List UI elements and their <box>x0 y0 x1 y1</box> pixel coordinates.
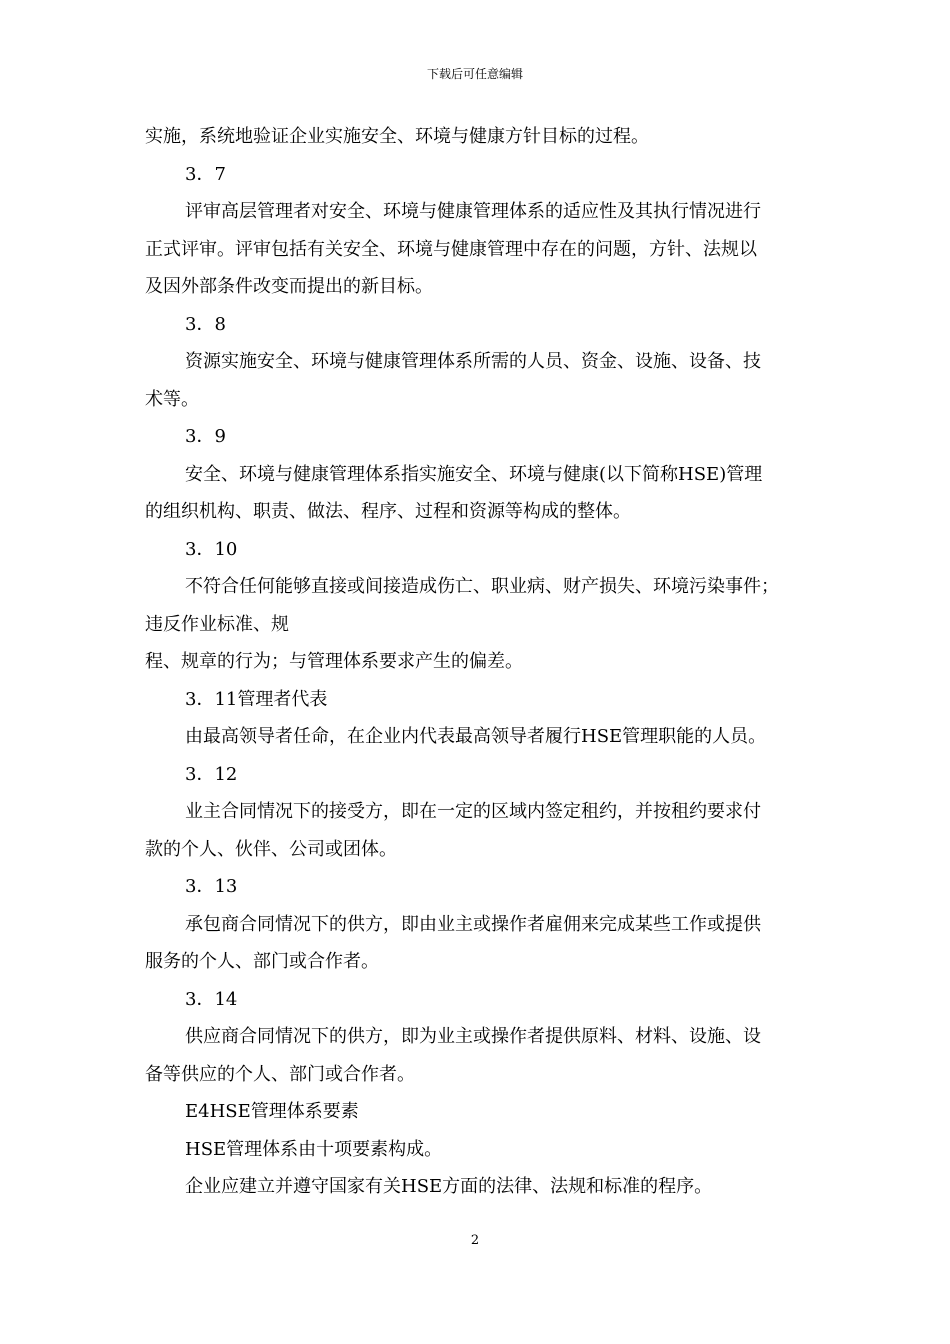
text-line: 程、规章的行为；与管理体系要求产生的偏差。 <box>145 651 523 672</box>
body-text <box>145 118 825 1206</box>
text-line: 由最高领导者任命，在企业内代表最高领导者履行HSE管理职能的人员。 <box>185 726 767 747</box>
text-line: 不符合任何能够直接或间接造成伤亡、职业病、财产损失、环境污染事件； <box>185 576 779 597</box>
text-line: 违反作业标准、规 <box>145 613 289 635</box>
text-line: 评审高层管理者对安全、环境与健康管理体系的适应性及其执行情况进行 <box>185 201 761 222</box>
text-line: 供应商合同情况下的供方，即为业主或操作者提供原料、材料、设施、设 <box>185 1026 761 1047</box>
text-line: 实施，系统地验证企业实施安全、环境与健康方针目标的过程。 <box>145 126 649 147</box>
section-number: 3．13 <box>185 876 238 897</box>
text-line: 安全、环境与健康管理体系指实施安全、环境与健康(以下简称HSE)管理 <box>185 463 763 485</box>
page-number: 2 <box>470 1233 480 1248</box>
text-line: HSE管理体系由十项要素构成。 <box>185 1138 443 1160</box>
text-line: 服务的个人、部门或合作者。 <box>145 951 379 972</box>
page-header: 下载后可任意编辑 <box>426 67 523 81</box>
section-heading: 3．11管理者代表 <box>185 688 328 710</box>
section-number: 3．12 <box>185 763 238 785</box>
section-heading: E4HSE管理体系要素 <box>185 1101 359 1122</box>
text-line: 的组织机构、职责、做法、程序、过程和资源等构成的整体。 <box>145 501 631 522</box>
section-number: 3．9 <box>185 426 226 447</box>
text-line: 术等。 <box>145 388 199 410</box>
text-line: 款的个人、伙伴、公司或团体。 <box>145 838 397 860</box>
text-line: 备等供应的个人、部门或合作者。 <box>145 1063 415 1085</box>
text-line: 及因外部条件改变而提出的新目标。 <box>145 276 433 297</box>
section-number: 3．10 <box>185 538 238 560</box>
section-number: 3．8 <box>185 313 226 335</box>
text-line: 资源实施安全、环境与健康管理体系所需的人员、资金、设施、设备、技 <box>185 351 761 372</box>
section-number: 3．7 <box>185 163 226 185</box>
text-line: 企业应建立并遵守国家有关HSE方面的法律、法规和标准的程序。 <box>185 1176 713 1197</box>
text-line: 正式评审。评审包括有关安全、环境与健康管理中存在的问题，方针、法规以 <box>145 238 757 260</box>
text-line: 业主合同情况下的接受方，即在一定的区域内签定租约，并按租约要求付 <box>185 801 761 822</box>
section-number: 3．14 <box>185 988 238 1010</box>
text-line: 承包商合同情况下的供方，即由业主或操作者雇佣来完成某些工作或提供 <box>185 913 761 935</box>
